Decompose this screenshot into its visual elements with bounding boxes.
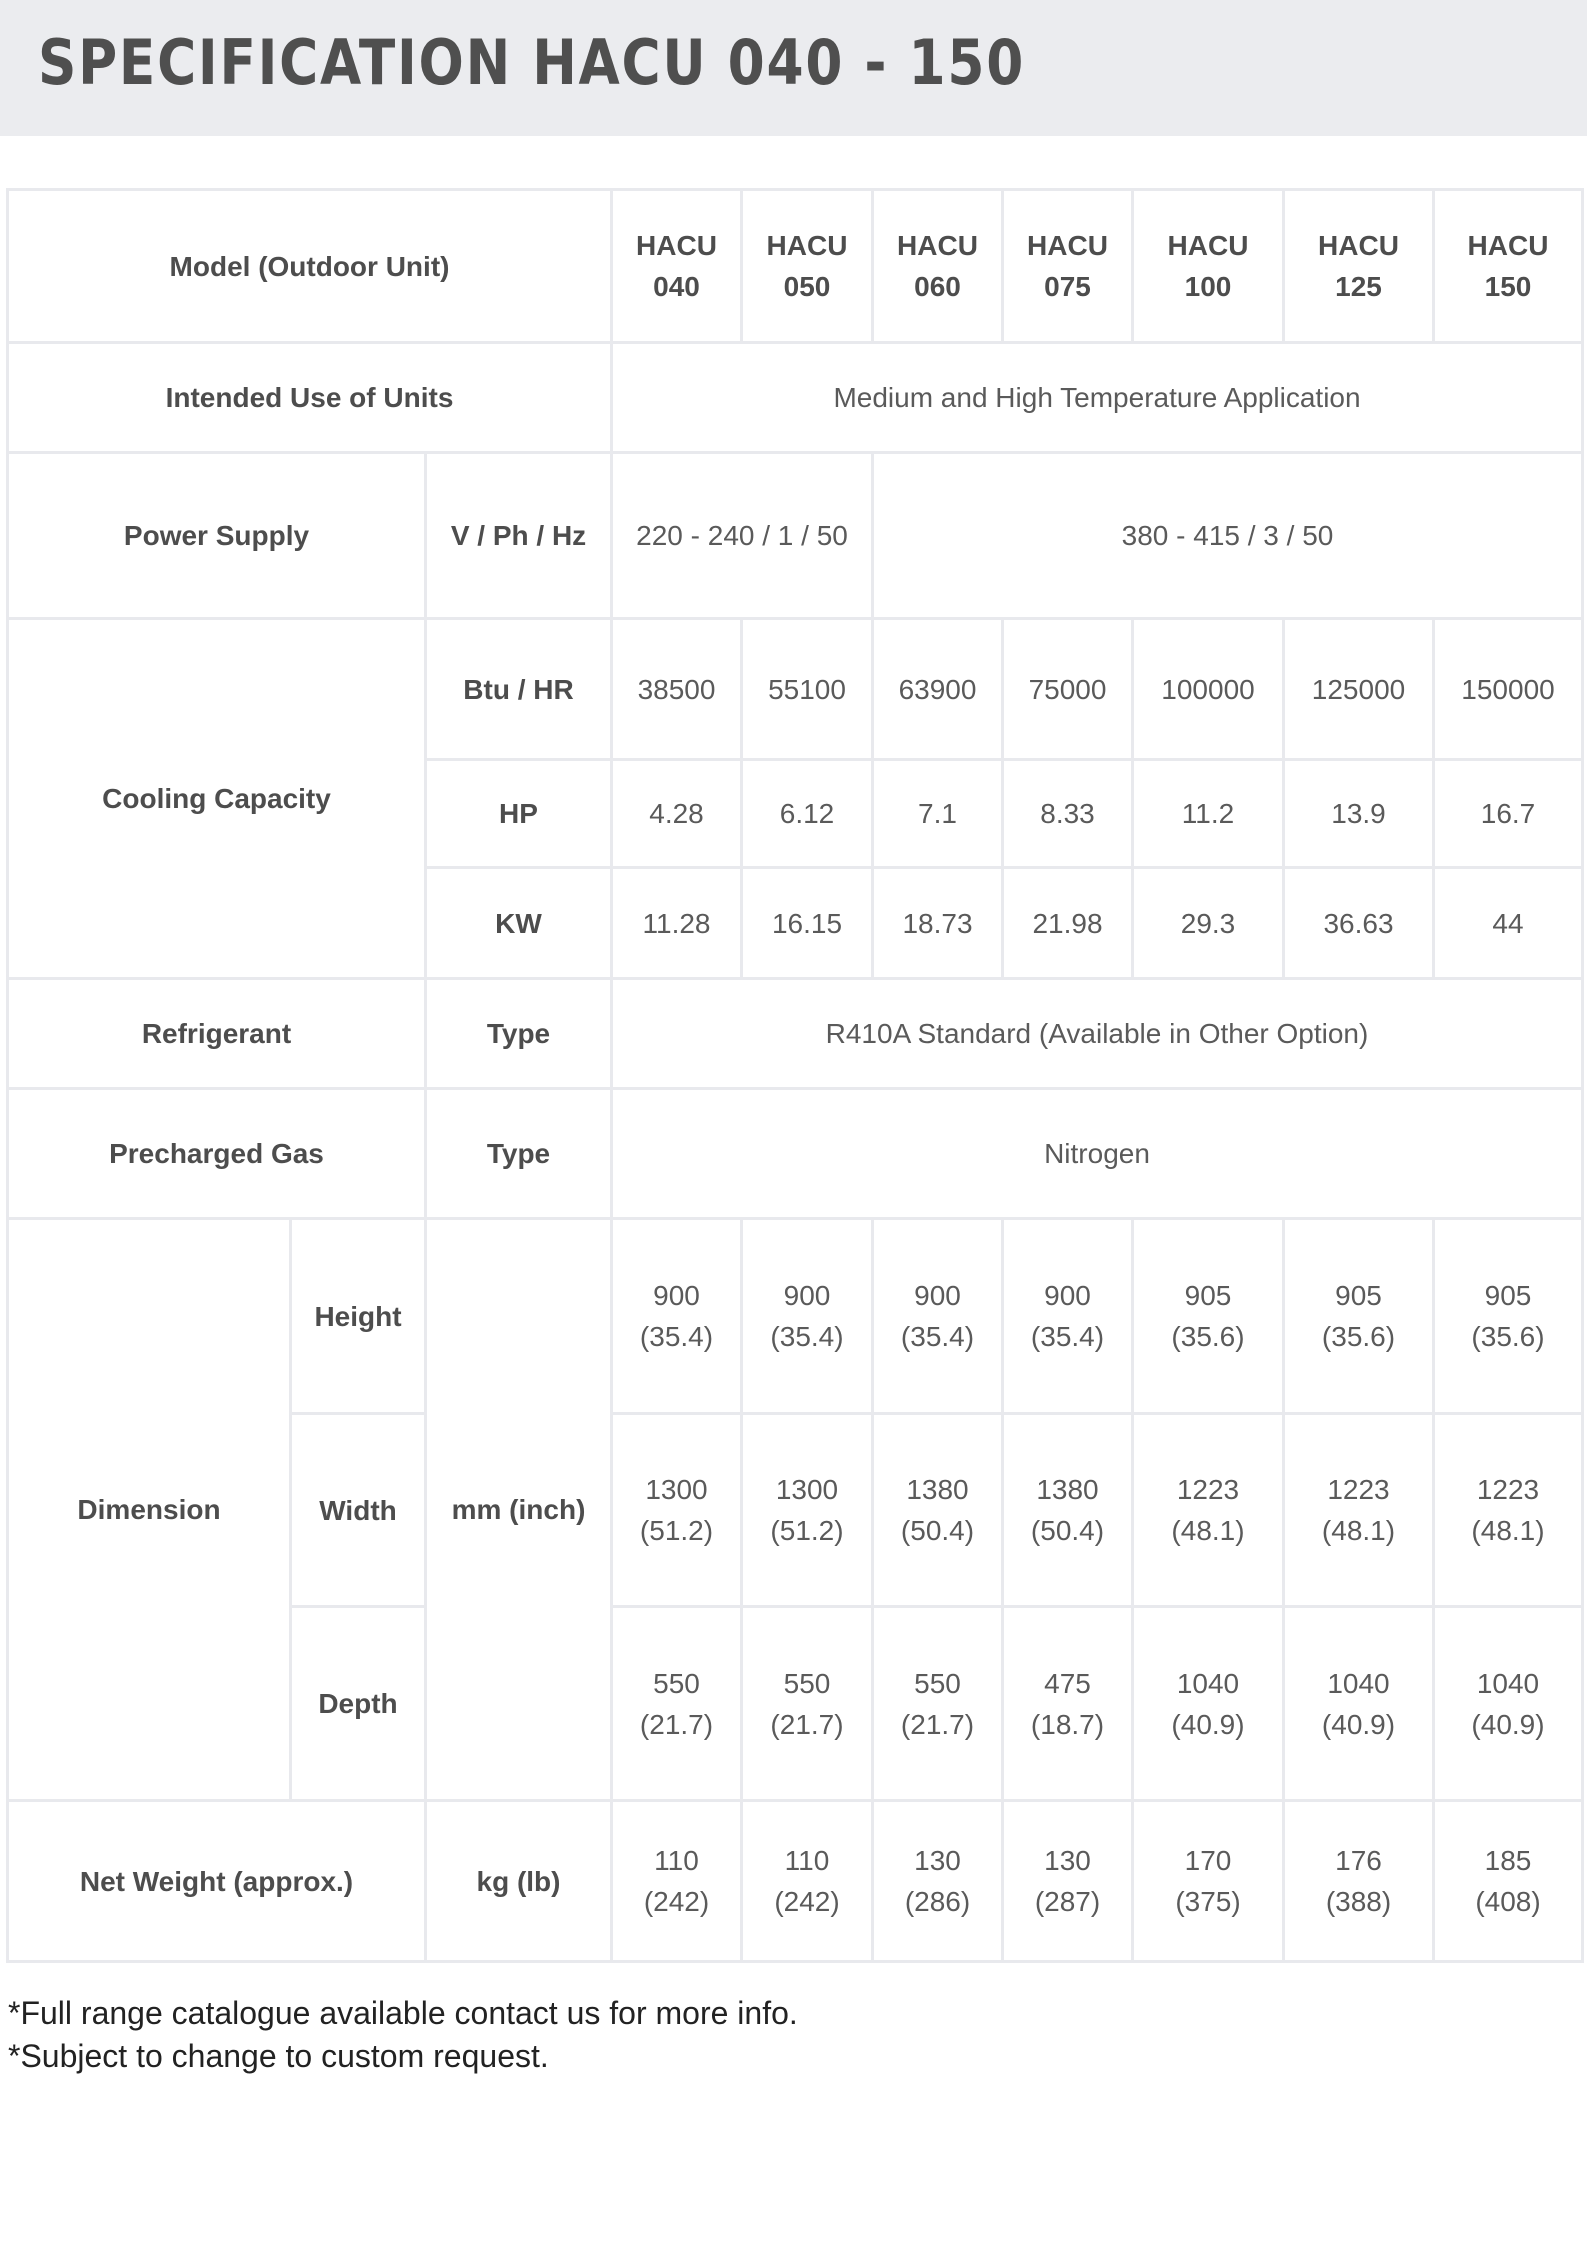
refrigerant-type-label: Type <box>426 979 612 1089</box>
net-weight-label: Net Weight (approx.) <box>8 1801 426 1962</box>
model-label: Model (Outdoor Unit) <box>8 190 612 343</box>
weight-value: 130 (287) <box>1003 1801 1133 1962</box>
model-header: HACU 075 <box>1003 190 1133 343</box>
kw-value: 18.73 <box>873 868 1003 979</box>
weight-value: 110 (242) <box>742 1801 873 1962</box>
width-value: 1223 (48.1) <box>1434 1414 1583 1607</box>
kw-value: 21.98 <box>1003 868 1133 979</box>
kw-unit: KW <box>426 868 612 979</box>
power-supply-label: Power Supply <box>8 453 426 619</box>
hp-value: 13.9 <box>1284 760 1434 868</box>
precharged-label: Precharged Gas <box>8 1089 426 1219</box>
kw-value: 11.28 <box>612 868 742 979</box>
footnotes <box>8 1992 798 2078</box>
hp-value: 16.7 <box>1434 760 1583 868</box>
depth-value: 1040 (40.9) <box>1284 1607 1434 1801</box>
power-supply-row <box>8 453 1583 619</box>
width-value: 1380 (50.4) <box>1003 1414 1133 1607</box>
height-value: 900 (35.4) <box>873 1219 1003 1414</box>
model-header: HACU 125 <box>1284 190 1434 343</box>
depth-value: 550 (21.7) <box>873 1607 1003 1801</box>
weight-value: 176 (388) <box>1284 1801 1434 1962</box>
precharged-value: Nitrogen <box>612 1089 1583 1219</box>
net-weight-row <box>8 1801 1583 1962</box>
hp-value: 11.2 <box>1133 760 1284 868</box>
model-header: HACU 100 <box>1133 190 1284 343</box>
title-banner <box>0 0 1587 136</box>
weight-value: 110 (242) <box>612 1801 742 1962</box>
depth-value: 1040 (40.9) <box>1133 1607 1284 1801</box>
dimension-label: Dimension <box>8 1219 291 1801</box>
power-supply-three-phase: 380 - 415 / 3 / 50 <box>873 453 1583 619</box>
kw-value: 44 <box>1434 868 1583 979</box>
depth-value: 550 (21.7) <box>612 1607 742 1801</box>
width-value: 1223 (48.1) <box>1133 1414 1284 1607</box>
net-weight-unit: kg (lb) <box>426 1801 612 1962</box>
intended-use-row <box>8 343 1583 453</box>
kw-value: 29.3 <box>1133 868 1284 979</box>
weight-value: 130 (286) <box>873 1801 1003 1962</box>
cooling-btu-row <box>8 619 1583 760</box>
precharged-row <box>8 1089 1583 1219</box>
width-value: 1300 (51.2) <box>612 1414 742 1607</box>
power-supply-single-phase: 220 - 240 / 1 / 50 <box>612 453 873 619</box>
width-value: 1300 (51.2) <box>742 1414 873 1607</box>
btu-unit: Btu / HR <box>426 619 612 760</box>
model-row <box>8 190 1583 343</box>
height-value: 900 (35.4) <box>742 1219 873 1414</box>
width-label: Width <box>291 1414 426 1607</box>
model-header: HACU 060 <box>873 190 1003 343</box>
cooling-capacity-label: Cooling Capacity <box>8 619 426 979</box>
intended-use-value: Medium and High Temperature Application <box>612 343 1583 453</box>
width-value: 1380 (50.4) <box>873 1414 1003 1607</box>
height-value: 900 (35.4) <box>612 1219 742 1414</box>
footnote: *Subject to change to custom request. <box>8 2038 549 2074</box>
refrigerant-value: R410A Standard (Available in Other Option) <box>612 979 1583 1089</box>
precharged-type-label: Type <box>426 1089 612 1219</box>
hp-value: 8.33 <box>1003 760 1133 868</box>
kw-value: 16.15 <box>742 868 873 979</box>
specification-table <box>6 188 1584 1963</box>
hp-value: 7.1 <box>873 760 1003 868</box>
btu-value: 150000 <box>1434 619 1583 760</box>
model-header: HACU 040 <box>612 190 742 343</box>
refrigerant-label: Refrigerant <box>8 979 426 1089</box>
depth-label: Depth <box>291 1607 426 1801</box>
height-value: 905 (35.6) <box>1133 1219 1284 1414</box>
weight-value: 185 (408) <box>1434 1801 1583 1962</box>
btu-value: 100000 <box>1133 619 1284 760</box>
page-title: SPECIFICATION HACU 040 - 150 <box>38 26 1026 99</box>
refrigerant-row <box>8 979 1583 1089</box>
height-label: Height <box>291 1219 426 1414</box>
power-supply-unit: V / Ph / Hz <box>426 453 612 619</box>
hp-value: 6.12 <box>742 760 873 868</box>
btu-value: 63900 <box>873 619 1003 760</box>
weight-value: 170 (375) <box>1133 1801 1284 1962</box>
height-value: 905 (35.6) <box>1284 1219 1434 1414</box>
kw-value: 36.63 <box>1284 868 1434 979</box>
dimension-unit: mm (inch) <box>426 1219 612 1801</box>
hp-value: 4.28 <box>612 760 742 868</box>
depth-value: 1040 (40.9) <box>1434 1607 1583 1801</box>
model-header: HACU 050 <box>742 190 873 343</box>
height-value: 905 (35.6) <box>1434 1219 1583 1414</box>
width-value: 1223 (48.1) <box>1284 1414 1434 1607</box>
btu-value: 55100 <box>742 619 873 760</box>
btu-value: 125000 <box>1284 619 1434 760</box>
footnote: *Full range catalogue available contact us for more info. <box>8 1995 798 2031</box>
height-row <box>8 1219 1583 1414</box>
depth-value: 475 (18.7) <box>1003 1607 1133 1801</box>
btu-value: 75000 <box>1003 619 1133 760</box>
intended-use-label: Intended Use of Units <box>8 343 612 453</box>
btu-value: 38500 <box>612 619 742 760</box>
model-header: HACU 150 <box>1434 190 1583 343</box>
depth-value: 550 (21.7) <box>742 1607 873 1801</box>
height-value: 900 (35.4) <box>1003 1219 1133 1414</box>
hp-unit: HP <box>426 760 612 868</box>
